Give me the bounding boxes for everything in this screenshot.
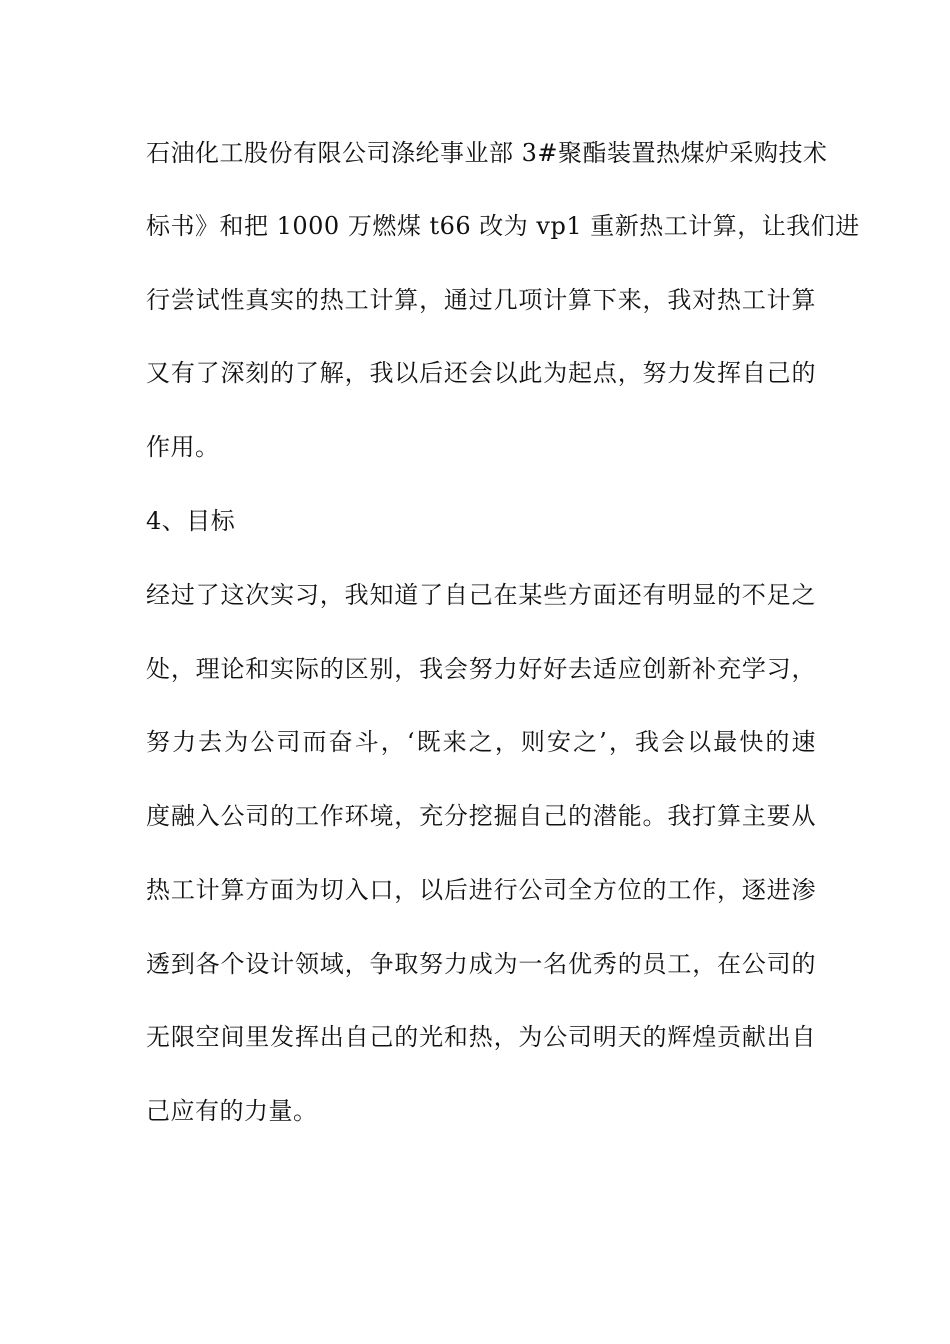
section-heading: 4、目标	[146, 507, 236, 535]
body-text-line: 己应有的力量。	[146, 1097, 318, 1125]
body-text-line: 努力去为公司而奋斗，‘既来之，则安之’，我会以最快的速	[146, 728, 816, 756]
body-text-line: 热工计算方面为切入口，以后进行公司全方位的工作，逐进渗	[146, 876, 816, 904]
body-text-line: 行尝试性真实的热工计算，通过几项计算下来，我对热工计算	[146, 286, 816, 314]
body-text-line: 经过了这次实习，我知道了自己在某些方面还有明显的不足之	[146, 581, 816, 609]
body-text-line: 石油化工股份有限公司涤纶事业部 3#聚酯装置热煤炉采购技术	[146, 139, 828, 167]
body-text-line: 又有了深刻的了解，我以后还会以此为起点，努力发挥自己的	[146, 359, 816, 387]
body-text-line: 度融入公司的工作环境，充分挖掘自己的潜能。我打算主要从	[146, 802, 816, 830]
body-text-line: 无限空间里发挥出自己的光和热，为公司明天的辉煌贡献出自	[146, 1023, 816, 1051]
body-text-line: 处，理论和实际的区别，我会努力好好去适应创新补充学习，	[146, 655, 816, 683]
body-text-line: 透到各个设计领域，争取努力成为一名优秀的员工，在公司的	[146, 950, 816, 978]
body-text-line: 作用。	[146, 433, 220, 461]
body-text-line: 标书》和把 1000 万燃煤 t66 改为 vp1 重新热工计算，让我们进	[146, 212, 860, 240]
